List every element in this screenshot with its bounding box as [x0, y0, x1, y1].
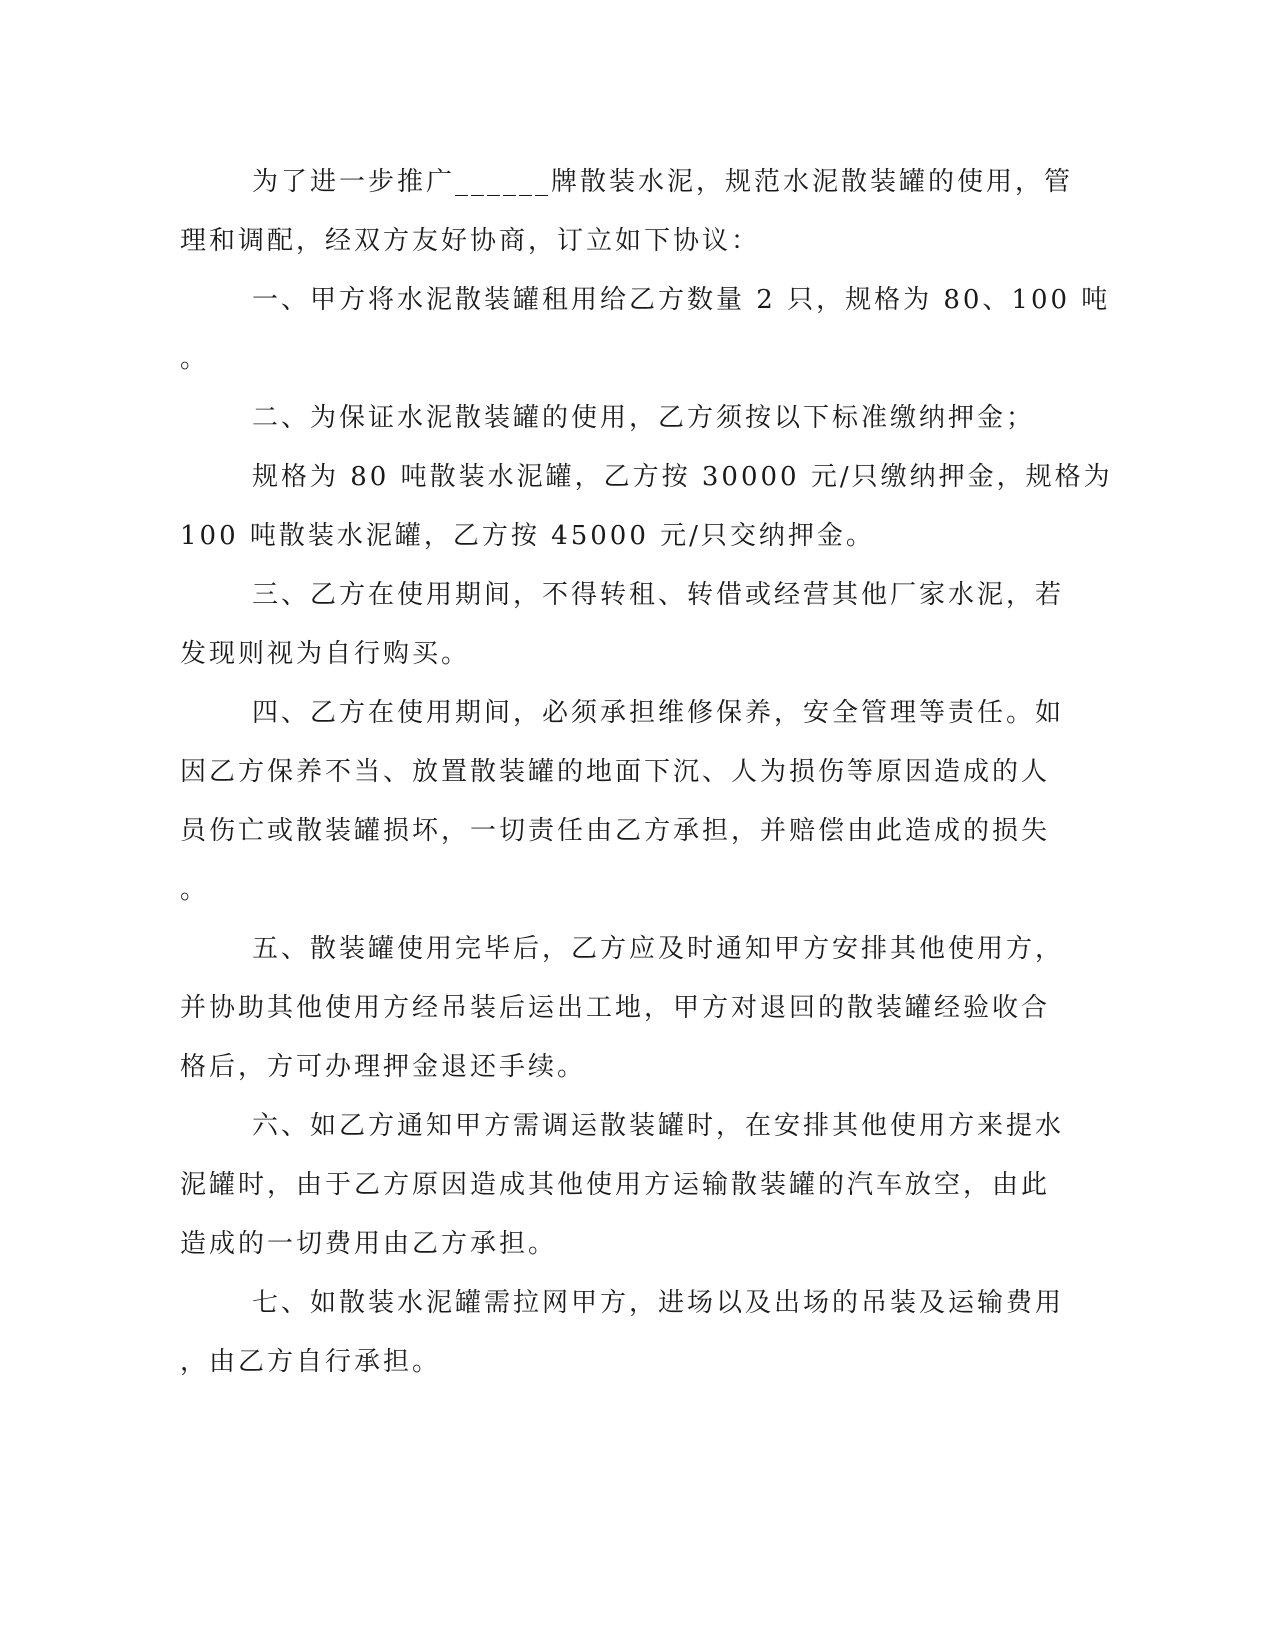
text-line: 并协助其他使用方经吊装后运出工地，甲方对退回的散装罐经验收合 [180, 993, 1051, 1023]
text-line: 造成的一切费用由乙方承担。 [180, 1229, 558, 1259]
text-line: 七、如散装水泥罐需拉网甲方，进场以及出场的吊装及运输费用 [252, 1288, 1065, 1318]
text-line: 100 吨散装水泥罐，乙方按 45000 元/只交纳押金。 [180, 521, 875, 551]
text-line: 二、为保证水泥散装罐的使用，乙方须按以下标准缴纳押金； [252, 403, 1036, 433]
text-line: ，由乙方自行承担。 [180, 1347, 442, 1377]
text-line: 。 [180, 875, 210, 905]
text-line: 。 [180, 344, 210, 374]
text-line: 一、甲方将水泥散装罐租用给乙方数量 2 只，规格为 80、100 吨 [252, 285, 1111, 315]
text-line: 四、乙方在使用期间，必须承担维修保养，安全管理等责任。如 [252, 698, 1065, 728]
text-line: 六、如乙方通知甲方需调运散装罐时，在安排其他使用方来提水 [252, 1111, 1065, 1141]
text-line: 格后，方可办理押金退还手续。 [180, 1052, 587, 1082]
text-line: 规格为 80 吨散装水泥罐，乙方按 30000 元/只缴纳押金，规格为 [252, 462, 1113, 492]
text-line: 员伤亡或散装罐损坏，一切责任由乙方承担，并赔偿由此造成的损失 [180, 816, 1051, 846]
text-line: 理和调配，经双方友好协商，订立如下协议： [180, 226, 761, 256]
text-line: 三、乙方在使用期间，不得转租、转借或经营其他厂家水泥，若 [252, 580, 1065, 610]
text-line: 泥罐时，由于乙方原因造成其他使用方运输散装罐的汽车放空，由此 [180, 1170, 1051, 1200]
text-line: 为了进一步推广______牌散装水泥，规范水泥散装罐的使用，管 [252, 167, 1074, 197]
text-line: 因乙方保养不当、放置散装罐的地面下沉、人为损伤等原因造成的人 [180, 757, 1051, 787]
text-line: 发现则视为自行购买。 [180, 639, 471, 669]
text-line: 五、散装罐使用完毕后，乙方应及时通知甲方安排其他使用方， [252, 934, 1065, 964]
